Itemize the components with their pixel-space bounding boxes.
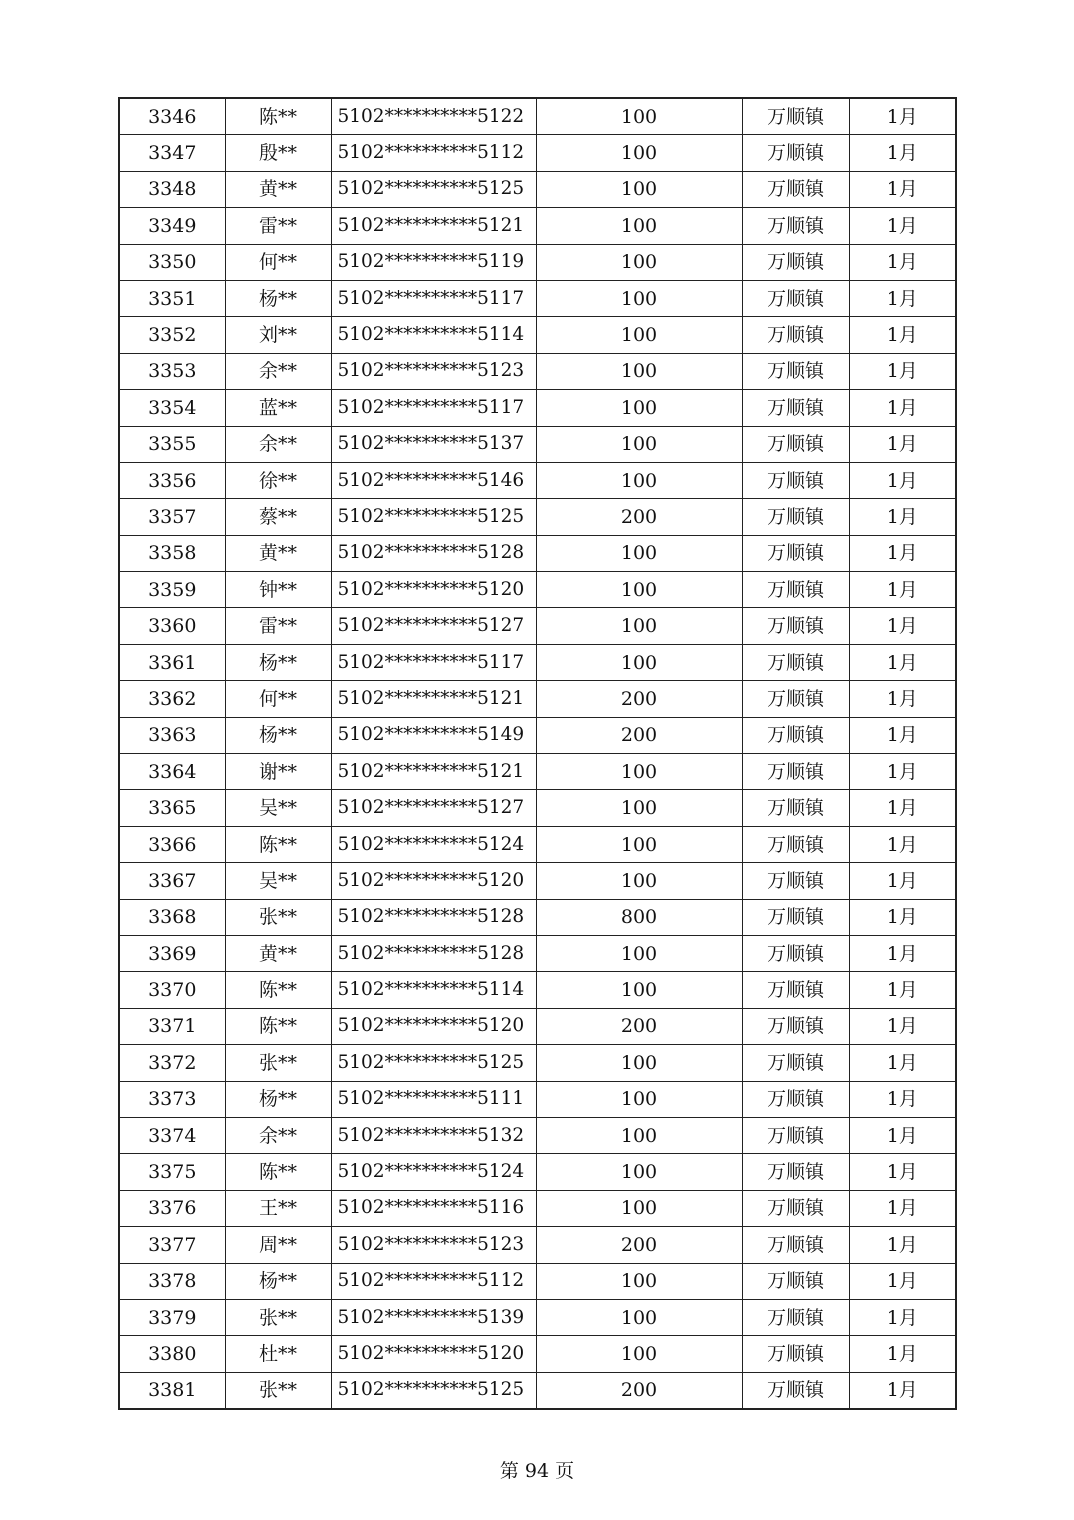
cell-month: 1月 xyxy=(849,1045,956,1081)
cell-amount: 200 xyxy=(536,499,742,535)
cell-town: 万顺镇 xyxy=(742,535,849,571)
cell-amount: 200 xyxy=(536,1227,742,1263)
cell-amount: 100 xyxy=(536,462,742,498)
cell-town: 万顺镇 xyxy=(742,1081,849,1117)
cell-month: 1月 xyxy=(849,1336,956,1372)
cell-id-number: 5102**********5119 xyxy=(331,244,536,280)
page-number: 第 94 页 xyxy=(499,1460,575,1482)
cell-town: 万顺镇 xyxy=(742,790,849,826)
cell-amount: 100 xyxy=(536,935,742,971)
cell-id-number: 5102**********5137 xyxy=(331,426,536,462)
table-row xyxy=(119,1227,956,1263)
table-row xyxy=(119,1081,956,1117)
cell-id-number: 5102**********5125 xyxy=(331,499,536,535)
cell-month: 1月 xyxy=(849,681,956,717)
table-row xyxy=(119,390,956,426)
cell-town: 万顺镇 xyxy=(742,681,849,717)
cell-id-number: 5102**********5139 xyxy=(331,1299,536,1335)
records-table-body xyxy=(119,98,956,1409)
cell-name: 杨** xyxy=(225,644,331,680)
cell-month: 1月 xyxy=(849,1227,956,1263)
cell-amount: 100 xyxy=(536,535,742,571)
cell-town: 万顺镇 xyxy=(742,1190,849,1226)
cell-town: 万顺镇 xyxy=(742,317,849,353)
cell-name: 何** xyxy=(225,244,331,280)
cell-serial-number: 3360 xyxy=(119,608,225,644)
cell-amount: 200 xyxy=(536,681,742,717)
cell-month: 1月 xyxy=(849,98,956,135)
cell-id-number: 5102**********5128 xyxy=(331,935,536,971)
cell-id-number: 5102**********5125 xyxy=(331,171,536,207)
cell-id-number: 5102**********5123 xyxy=(331,1227,536,1263)
cell-id-number: 5102**********5146 xyxy=(331,462,536,498)
table-row xyxy=(119,462,956,498)
cell-name: 黄** xyxy=(225,535,331,571)
cell-name: 陈** xyxy=(225,1154,331,1190)
table-row xyxy=(119,608,956,644)
cell-amount: 100 xyxy=(536,390,742,426)
cell-month: 1月 xyxy=(849,1299,956,1335)
cell-id-number: 5102**********5114 xyxy=(331,972,536,1008)
cell-name: 雷** xyxy=(225,208,331,244)
cell-month: 1月 xyxy=(849,826,956,862)
cell-name: 杨** xyxy=(225,717,331,753)
cell-town: 万顺镇 xyxy=(742,863,849,899)
cell-serial-number: 3372 xyxy=(119,1045,225,1081)
cell-month: 1月 xyxy=(849,353,956,389)
cell-id-number: 5102**********5120 xyxy=(331,1008,536,1044)
cell-amount: 100 xyxy=(536,972,742,1008)
table-row xyxy=(119,1299,956,1335)
cell-serial-number: 3368 xyxy=(119,899,225,935)
cell-serial-number: 3377 xyxy=(119,1227,225,1263)
cell-town: 万顺镇 xyxy=(742,390,849,426)
cell-month: 1月 xyxy=(849,608,956,644)
cell-serial-number: 3371 xyxy=(119,1008,225,1044)
cell-month: 1月 xyxy=(849,863,956,899)
cell-town: 万顺镇 xyxy=(742,1372,849,1409)
cell-serial-number: 3362 xyxy=(119,681,225,717)
cell-name: 何** xyxy=(225,681,331,717)
cell-town: 万顺镇 xyxy=(742,135,849,171)
cell-name: 徐** xyxy=(225,462,331,498)
cell-month: 1月 xyxy=(849,1117,956,1153)
cell-town: 万顺镇 xyxy=(742,1227,849,1263)
cell-month: 1月 xyxy=(849,535,956,571)
cell-month: 1月 xyxy=(849,499,956,535)
table-row xyxy=(119,1190,956,1226)
cell-name: 吴** xyxy=(225,863,331,899)
table-row xyxy=(119,244,956,280)
cell-name: 陈** xyxy=(225,1008,331,1044)
cell-town: 万顺镇 xyxy=(742,1336,849,1372)
table-row xyxy=(119,644,956,680)
cell-id-number: 5102**********5122 xyxy=(331,98,536,135)
cell-name: 余** xyxy=(225,353,331,389)
cell-month: 1月 xyxy=(849,972,956,1008)
cell-id-number: 5102**********5121 xyxy=(331,681,536,717)
cell-name: 杨** xyxy=(225,1263,331,1299)
cell-month: 1月 xyxy=(849,462,956,498)
cell-serial-number: 3376 xyxy=(119,1190,225,1226)
cell-id-number: 5102**********5125 xyxy=(331,1372,536,1409)
cell-amount: 100 xyxy=(536,1045,742,1081)
cell-id-number: 5102**********5112 xyxy=(331,135,536,171)
cell-amount: 100 xyxy=(536,280,742,316)
cell-name: 王** xyxy=(225,1190,331,1226)
cell-id-number: 5102**********5117 xyxy=(331,280,536,316)
cell-id-number: 5102**********5120 xyxy=(331,863,536,899)
records-table xyxy=(118,97,957,1410)
cell-month: 1月 xyxy=(849,390,956,426)
cell-amount: 100 xyxy=(536,826,742,862)
table-row xyxy=(119,572,956,608)
table-row xyxy=(119,317,956,353)
cell-amount: 100 xyxy=(536,244,742,280)
cell-town: 万顺镇 xyxy=(742,826,849,862)
cell-name: 余** xyxy=(225,426,331,462)
cell-serial-number: 3374 xyxy=(119,1117,225,1153)
cell-town: 万顺镇 xyxy=(742,1299,849,1335)
cell-month: 1月 xyxy=(849,717,956,753)
cell-town: 万顺镇 xyxy=(742,644,849,680)
cell-month: 1月 xyxy=(849,317,956,353)
cell-amount: 100 xyxy=(536,208,742,244)
cell-serial-number: 3353 xyxy=(119,353,225,389)
cell-id-number: 5102**********5116 xyxy=(331,1190,536,1226)
table-row xyxy=(119,280,956,316)
table-row xyxy=(119,717,956,753)
table-row xyxy=(119,790,956,826)
cell-amount: 100 xyxy=(536,1190,742,1226)
table-row xyxy=(119,353,956,389)
cell-amount: 100 xyxy=(536,135,742,171)
cell-serial-number: 3359 xyxy=(119,572,225,608)
cell-serial-number: 3370 xyxy=(119,972,225,1008)
cell-id-number: 5102**********5128 xyxy=(331,535,536,571)
table-row xyxy=(119,208,956,244)
table-row xyxy=(119,1045,956,1081)
cell-name: 周** xyxy=(225,1227,331,1263)
cell-amount: 100 xyxy=(536,1154,742,1190)
cell-amount: 800 xyxy=(536,899,742,935)
cell-serial-number: 3346 xyxy=(119,98,225,135)
cell-month: 1月 xyxy=(849,208,956,244)
cell-id-number: 5102**********5127 xyxy=(331,790,536,826)
table-row xyxy=(119,98,956,135)
cell-id-number: 5102**********5120 xyxy=(331,572,536,608)
cell-amount: 100 xyxy=(536,353,742,389)
table-row xyxy=(119,535,956,571)
table-row xyxy=(119,972,956,1008)
cell-id-number: 5102**********5117 xyxy=(331,644,536,680)
cell-town: 万顺镇 xyxy=(742,572,849,608)
cell-town: 万顺镇 xyxy=(742,1008,849,1044)
cell-amount: 100 xyxy=(536,863,742,899)
cell-serial-number: 3366 xyxy=(119,826,225,862)
cell-amount: 100 xyxy=(536,1299,742,1335)
cell-amount: 200 xyxy=(536,1008,742,1044)
cell-town: 万顺镇 xyxy=(742,208,849,244)
cell-month: 1月 xyxy=(849,1263,956,1299)
cell-id-number: 5102**********5149 xyxy=(331,717,536,753)
cell-serial-number: 3369 xyxy=(119,935,225,971)
cell-month: 1月 xyxy=(849,899,956,935)
cell-id-number: 5102**********5132 xyxy=(331,1117,536,1153)
cell-town: 万顺镇 xyxy=(742,935,849,971)
cell-name: 杜** xyxy=(225,1336,331,1372)
cell-name: 黄** xyxy=(225,935,331,971)
cell-serial-number: 3364 xyxy=(119,754,225,790)
cell-month: 1月 xyxy=(849,280,956,316)
table-row xyxy=(119,826,956,862)
cell-serial-number: 3378 xyxy=(119,1263,225,1299)
table-row xyxy=(119,426,956,462)
cell-amount: 100 xyxy=(536,790,742,826)
cell-month: 1月 xyxy=(849,790,956,826)
cell-town: 万顺镇 xyxy=(742,171,849,207)
cell-amount: 100 xyxy=(536,1117,742,1153)
cell-serial-number: 3375 xyxy=(119,1154,225,1190)
table-row xyxy=(119,935,956,971)
cell-month: 1月 xyxy=(849,1008,956,1044)
cell-amount: 100 xyxy=(536,608,742,644)
cell-serial-number: 3380 xyxy=(119,1336,225,1372)
cell-serial-number: 3350 xyxy=(119,244,225,280)
cell-amount: 200 xyxy=(536,1372,742,1409)
cell-id-number: 5102**********5121 xyxy=(331,754,536,790)
cell-serial-number: 3351 xyxy=(119,280,225,316)
cell-town: 万顺镇 xyxy=(742,717,849,753)
cell-serial-number: 3349 xyxy=(119,208,225,244)
table-row xyxy=(119,754,956,790)
cell-name: 黄** xyxy=(225,171,331,207)
cell-id-number: 5102**********5124 xyxy=(331,826,536,862)
cell-serial-number: 3367 xyxy=(119,863,225,899)
cell-name: 陈** xyxy=(225,972,331,1008)
cell-name: 杨** xyxy=(225,1081,331,1117)
cell-id-number: 5102**********5125 xyxy=(331,1045,536,1081)
cell-amount: 100 xyxy=(536,1336,742,1372)
cell-name: 殷** xyxy=(225,135,331,171)
cell-serial-number: 3356 xyxy=(119,462,225,498)
cell-month: 1月 xyxy=(849,244,956,280)
cell-serial-number: 3379 xyxy=(119,1299,225,1335)
table-row xyxy=(119,1117,956,1153)
table-row xyxy=(119,681,956,717)
cell-serial-number: 3352 xyxy=(119,317,225,353)
cell-id-number: 5102**********5114 xyxy=(331,317,536,353)
cell-town: 万顺镇 xyxy=(742,462,849,498)
table-row xyxy=(119,499,956,535)
cell-id-number: 5102**********5120 xyxy=(331,1336,536,1372)
cell-town: 万顺镇 xyxy=(742,1263,849,1299)
cell-id-number: 5102**********5128 xyxy=(331,899,536,935)
cell-month: 1月 xyxy=(849,171,956,207)
cell-month: 1月 xyxy=(849,935,956,971)
cell-town: 万顺镇 xyxy=(742,1154,849,1190)
cell-month: 1月 xyxy=(849,1372,956,1409)
cell-name: 张** xyxy=(225,1299,331,1335)
cell-name: 谢** xyxy=(225,754,331,790)
cell-serial-number: 3354 xyxy=(119,390,225,426)
table-row xyxy=(119,1154,956,1190)
table-row xyxy=(119,1372,956,1409)
table-row xyxy=(119,171,956,207)
cell-amount: 100 xyxy=(536,171,742,207)
cell-month: 1月 xyxy=(849,1154,956,1190)
cell-town: 万顺镇 xyxy=(742,426,849,462)
cell-month: 1月 xyxy=(849,754,956,790)
table-row xyxy=(119,1263,956,1299)
cell-amount: 100 xyxy=(536,317,742,353)
cell-name: 刘** xyxy=(225,317,331,353)
table-row xyxy=(119,1008,956,1044)
cell-month: 1月 xyxy=(849,1081,956,1117)
cell-town: 万顺镇 xyxy=(742,1117,849,1153)
cell-serial-number: 3355 xyxy=(119,426,225,462)
cell-amount: 100 xyxy=(536,644,742,680)
cell-town: 万顺镇 xyxy=(742,280,849,316)
cell-serial-number: 3361 xyxy=(119,644,225,680)
cell-town: 万顺镇 xyxy=(742,754,849,790)
cell-name: 蓝** xyxy=(225,390,331,426)
cell-amount: 100 xyxy=(536,1081,742,1117)
cell-town: 万顺镇 xyxy=(742,608,849,644)
cell-name: 钟** xyxy=(225,572,331,608)
cell-serial-number: 3348 xyxy=(119,171,225,207)
cell-town: 万顺镇 xyxy=(742,899,849,935)
cell-name: 余** xyxy=(225,1117,331,1153)
cell-month: 1月 xyxy=(849,1190,956,1226)
cell-id-number: 5102**********5111 xyxy=(331,1081,536,1117)
cell-town: 万顺镇 xyxy=(742,1045,849,1081)
cell-name: 杨** xyxy=(225,280,331,316)
cell-id-number: 5102**********5127 xyxy=(331,608,536,644)
cell-amount: 100 xyxy=(536,754,742,790)
cell-serial-number: 3358 xyxy=(119,535,225,571)
cell-id-number: 5102**********5117 xyxy=(331,390,536,426)
cell-name: 张** xyxy=(225,1045,331,1081)
table-row xyxy=(119,1336,956,1372)
cell-serial-number: 3373 xyxy=(119,1081,225,1117)
cell-month: 1月 xyxy=(849,644,956,680)
cell-name: 吴** xyxy=(225,790,331,826)
cell-town: 万顺镇 xyxy=(742,353,849,389)
cell-serial-number: 3347 xyxy=(119,135,225,171)
cell-serial-number: 3357 xyxy=(119,499,225,535)
cell-town: 万顺镇 xyxy=(742,972,849,1008)
cell-name: 陈** xyxy=(225,826,331,862)
cell-amount: 100 xyxy=(536,98,742,135)
cell-id-number: 5102**********5121 xyxy=(331,208,536,244)
cell-serial-number: 3365 xyxy=(119,790,225,826)
cell-name: 蔡** xyxy=(225,499,331,535)
cell-month: 1月 xyxy=(849,135,956,171)
cell-name: 陈** xyxy=(225,98,331,135)
table-row xyxy=(119,899,956,935)
cell-town: 万顺镇 xyxy=(742,244,849,280)
table-row xyxy=(119,863,956,899)
cell-name: 张** xyxy=(225,1372,331,1409)
cell-town: 万顺镇 xyxy=(742,98,849,135)
cell-serial-number: 3381 xyxy=(119,1372,225,1409)
cell-id-number: 5102**********5112 xyxy=(331,1263,536,1299)
cell-month: 1月 xyxy=(849,426,956,462)
cell-month: 1月 xyxy=(849,572,956,608)
cell-id-number: 5102**********5124 xyxy=(331,1154,536,1190)
cell-amount: 200 xyxy=(536,717,742,753)
cell-id-number: 5102**********5123 xyxy=(331,353,536,389)
cell-amount: 100 xyxy=(536,1263,742,1299)
cell-name: 张** xyxy=(225,899,331,935)
cell-town: 万顺镇 xyxy=(742,499,849,535)
cell-amount: 100 xyxy=(536,426,742,462)
table-row xyxy=(119,135,956,171)
cell-name: 雷** xyxy=(225,608,331,644)
cell-serial-number: 3363 xyxy=(119,717,225,753)
cell-amount: 100 xyxy=(536,572,742,608)
